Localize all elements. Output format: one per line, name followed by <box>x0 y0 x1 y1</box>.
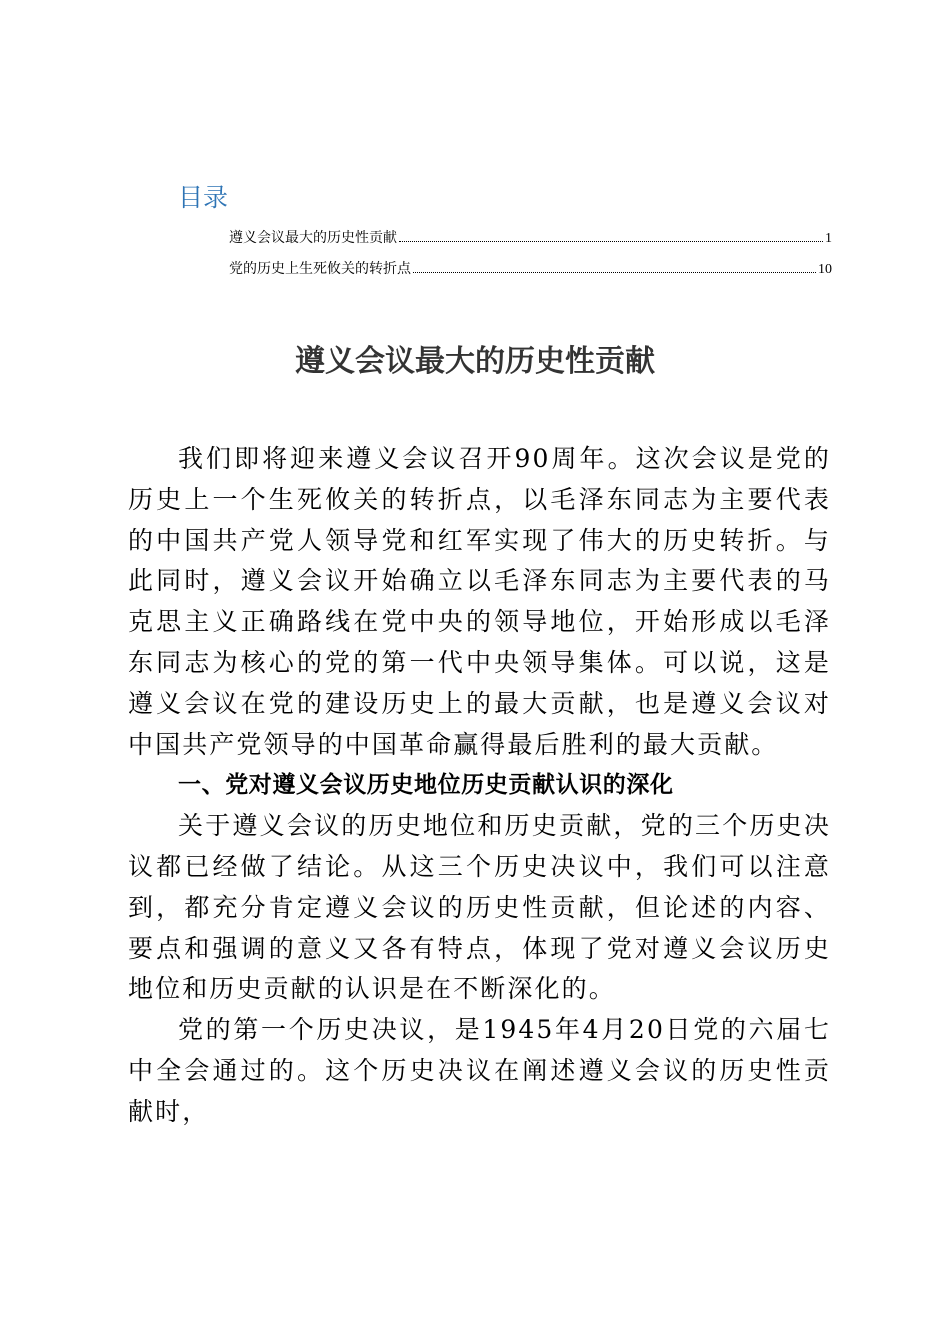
toc-entry-page: 1 <box>825 231 832 246</box>
document-title: 遵义会议最大的历史性贡献 <box>295 344 655 379</box>
toc-entry-2[interactable] <box>229 259 832 280</box>
body-paragraph-1: 我们即将迎来遵义会议召开90周年。这次会议是党的历史上一个生死攸关的转折点，以毛泽东同志为主要代表的中国共产党人领导党和红军实现了伟大的历史转折。与此同时，遵义会议开始确立以毛泽东同志为主要代表的马克思主义正确路线在党中央的领导地位，开始形成以毛泽东同志为核心的党的第一代中央领导集体。可以说，这是遵义会议在党的建设历史上的最大贡献，也是遵义会议对中国共产党领导的中国革命赢得最后胜利的最大贡献。 <box>128 444 831 759</box>
body-paragraph-2: 关于遵义会议的历史地位和历史贡献，党的三个历史决议都已经做了结论。从这三个历史决议中，我们可以注意到，都充分肯定遵义会议的历史性贡献，但论述的内容、要点和强调的意义又各有特点，体现了党对遵义会议历史地位和历史贡献的认识是在不断深化的。 <box>128 811 831 1004</box>
toc-entry-title: 遵义会议最大的历史性贡献 <box>229 230 397 246</box>
toc-heading: 目录 <box>178 183 229 212</box>
toc-dot-leader <box>413 271 816 273</box>
body-paragraph-3: 党的第一个历史决议，是1945年4月20日党的六届七中全会通过的。这个历史决议在阐述遵义会议的历史性贡献时， <box>128 1015 831 1126</box>
toc-entry-page: 10 <box>818 262 832 277</box>
document-body <box>128 439 831 1133</box>
toc-dot-leader <box>399 240 823 242</box>
section-heading: 一、党对遵义会议历史地位历史贡献认识的深化 <box>178 772 674 799</box>
toc-entry-title: 党的历史上生死攸关的转折点 <box>229 261 411 277</box>
toc-entry-1[interactable] <box>229 228 832 249</box>
